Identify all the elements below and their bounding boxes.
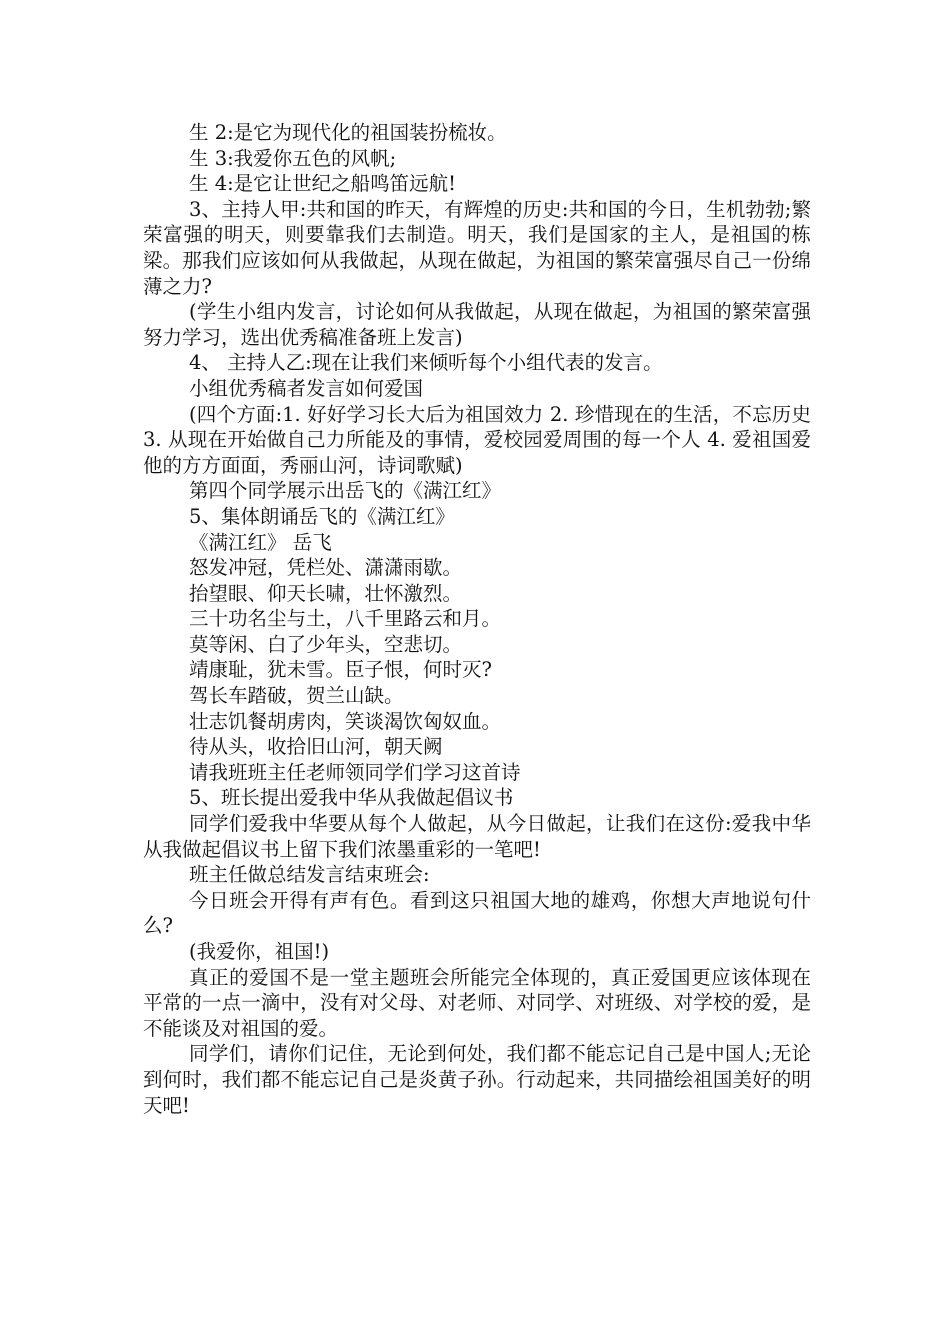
poem-line: 靖康耻，犹未雪。臣子恨，何时灭? [189,658,492,682]
paragraph: 同学们，请你们记住，无论到何处，我们都不能忘记自己是中国人;无论到何时，我们都不能忘记自己是炎黄子孙。行动起来，共同描绘祖国美好的明天吧! [143,1042,811,1117]
document-page [143,120,811,1118]
paragraph: 小组优秀稿者发言如何爱国 [189,376,424,400]
poem-line: 怒发冲冠，凭栏处、潇潇雨歇。 [189,556,463,580]
paragraph: 班主任做总结发言结束班会: [189,863,430,887]
paragraph: 请我班班主任老师领同学们学习这首诗 [189,760,521,784]
paragraph: (学生小组内发言，讨论如何从我做起，从现在做起，为祖国的繁荣富强努力学习，选出优秀稿准备班上发言) [143,300,811,349]
poem-title: 《满江红》 岳飞 [189,530,332,554]
paragraph: 生 2:是它为现代化的祖国装扮梳妆。 [189,121,507,144]
paragraph: 4、 主持人乙:现在让我们来倾听每个小组代表的发言。 [189,351,663,375]
paragraph: 5、集体朗诵岳飞的《满江红》 [189,504,455,528]
poem-line: 三十功名尘与土，八千里路云和月。 [189,607,502,631]
poem-line: 抬望眼、仰天长啸，壮怀激烈。 [189,581,463,605]
poem-line: 壮志饥餐胡虏肉，笑谈渴饮匈奴血。 [189,709,502,733]
paragraph: 第四个同学展示出岳飞的《满江红》 [189,479,502,503]
paragraph: 生 4:是它让世纪之船鸣笛远航! [189,172,457,196]
paragraph: 5、班长提出爱我中华从我做起倡议书 [189,786,514,810]
poem-line: 莫等闲、白了少年头，空悲切。 [189,632,463,656]
paragraph: 同学们爱我中华要从每个人做起，从今日做起，让我们在这份:爱我中华从我做起倡议书上留下我们浓墨重彩的一笔吧! [143,812,811,861]
paragraph: 真正的爱国不是一堂主题班会所能完全体现的，真正爱国更应该体现在平常的一点一滴中，没有对父母、对老师、对同学、对班级、对学校的爱，是不能谈及对祖国的爱。 [143,965,811,1040]
poem-line: 驾长车踏破，贺兰山缺。 [189,684,404,708]
paragraph: (四个方面:1. 好好学习长大后为祖国效力 2. 珍惜现在的生活，不忘历史 3. 从现在开始做自己力所能及的事情，爱校园爱周围的每一个人 4. 爱祖国爱他的方方面面，秀丽山河，诗词歌赋) [143,402,811,477]
paragraph: 3、主持人甲:共和国的昨天，有辉煌的历史:共和国的今日，生机勃勃;繁荣富强的明天，则要靠我们去制造。明天，我们是国家的主人，是祖国的栋梁。那我们应该如何从我做起，从现在做起，为祖国的繁荣富强尽自己一份绵薄之力? [143,197,811,298]
paragraph: 今日班会开得有声有色。看到这只祖国大地的雄鸡，你想大声地说句什么? [143,888,811,938]
paragraph: 生 3:我爱你五色的风帆; [189,146,397,170]
poem-line: 待从头，收拾旧山河，朝天阙 [189,735,443,759]
paragraph: (我爱你，祖国!) [189,940,330,963]
